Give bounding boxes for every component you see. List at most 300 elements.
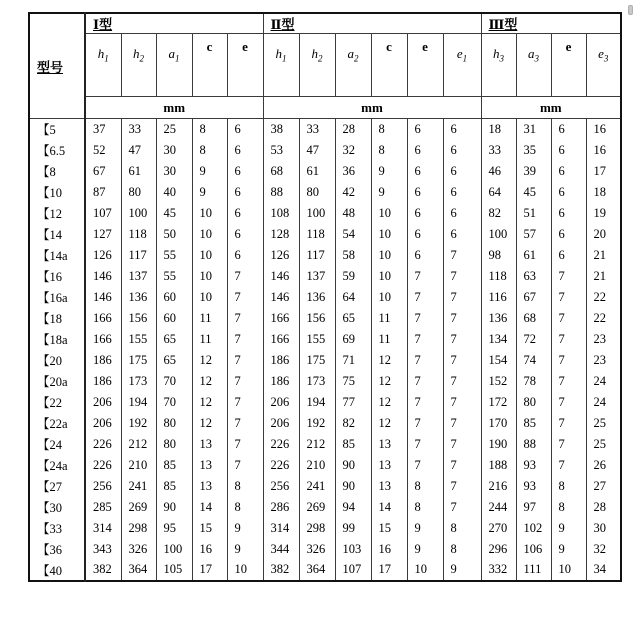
value-cell: 170 [481,413,516,434]
value-cell: 7 [443,455,481,476]
value-cell: 117 [299,245,335,266]
value-cell: 270 [481,518,516,539]
value-cell: 51 [516,203,551,224]
value-cell: 152 [481,371,516,392]
value-cell: 70 [156,392,192,413]
value-cell: 186 [85,350,121,371]
value-cell: 10 [371,224,407,245]
value-cell: 7 [407,455,443,476]
model-cell: 【6.5 [29,140,85,161]
model-cell: 【33 [29,518,85,539]
value-cell: 9 [407,518,443,539]
col-header-e-type1: e [227,34,263,97]
value-cell: 286 [263,497,299,518]
value-cell: 7 [407,287,443,308]
value-cell: 6 [551,245,586,266]
var-symbol: $h_2$ [133,46,144,64]
value-cell: 7 [551,371,586,392]
var-symbol: $a_1$ [168,46,180,64]
value-cell: 22 [586,308,621,329]
value-cell: 8 [227,476,263,497]
value-cell: 241 [121,476,156,497]
table-row [29,161,621,182]
value-cell: 20 [586,224,621,245]
value-cell: 210 [121,455,156,476]
value-cell: 6 [443,203,481,224]
value-cell: 31 [516,119,551,140]
value-cell: 9 [551,539,586,560]
value-cell: 103 [335,539,371,560]
value-cell: 7 [551,455,586,476]
value-cell: 75 [335,371,371,392]
col-header-c-type1: c [192,34,227,97]
value-cell: 6 [443,119,481,140]
value-cell: 107 [85,203,121,224]
value-cell: 7 [407,350,443,371]
value-cell: 88 [516,434,551,455]
value-cell: 9 [371,182,407,203]
value-cell: 8 [407,497,443,518]
value-cell: 40 [156,182,192,203]
value-cell: 102 [516,518,551,539]
value-cell: 298 [121,518,156,539]
value-cell: 64 [335,287,371,308]
value-cell: 6 [227,224,263,245]
value-cell: 7 [407,266,443,287]
model-cell: 【27 [29,476,85,497]
value-cell: 15 [371,518,407,539]
value-cell: 175 [299,350,335,371]
value-cell: 100 [121,203,156,224]
model-column-header: 型号 [29,13,85,119]
table-row [29,455,621,476]
value-cell: 82 [481,203,516,224]
value-cell: 146 [85,287,121,308]
value-cell: 10 [371,203,407,224]
value-cell: 6 [227,161,263,182]
value-cell: 36 [335,161,371,182]
value-cell: 7 [227,413,263,434]
value-cell: 37 [85,119,121,140]
value-cell: 6 [443,161,481,182]
value-cell: 10 [407,560,443,581]
value-cell: 28 [586,497,621,518]
value-cell: 8 [227,497,263,518]
model-cell: 【18 [29,308,85,329]
value-cell: 78 [516,371,551,392]
value-cell: 85 [156,455,192,476]
value-cell: 6 [407,140,443,161]
value-cell: 11 [371,308,407,329]
group-header-type1: Ⅰ型 [85,13,263,34]
table-row [29,518,621,539]
value-cell: 7 [227,455,263,476]
value-cell: 21 [586,266,621,287]
table-row [29,266,621,287]
value-cell: 9 [227,539,263,560]
value-cell: 15 [192,518,227,539]
scrollbar-thumb[interactable] [628,5,633,15]
col-header-h2-type2 [299,34,335,97]
value-cell: 192 [121,413,156,434]
value-cell: 34 [586,560,621,581]
value-cell: 10 [371,287,407,308]
value-cell: 6 [227,140,263,161]
value-cell: 60 [156,308,192,329]
value-cell: 6 [407,203,443,224]
value-cell: 116 [481,287,516,308]
value-cell: 10 [192,245,227,266]
value-cell: 154 [481,350,516,371]
value-cell: 256 [263,476,299,497]
value-cell: 226 [263,455,299,476]
value-cell: 12 [371,371,407,392]
value-cell: 105 [156,560,192,581]
value-cell: 13 [192,434,227,455]
value-cell: 61 [516,245,551,266]
value-cell: 7 [443,392,481,413]
value-cell: 6 [407,224,443,245]
value-cell: 7 [407,413,443,434]
unit-label-type2: mm [263,97,481,119]
value-cell: 7 [551,413,586,434]
value-cell: 206 [85,392,121,413]
value-cell: 118 [299,224,335,245]
value-cell: 7 [407,371,443,392]
value-cell: 210 [299,455,335,476]
value-cell: 25 [586,413,621,434]
value-cell: 6 [227,203,263,224]
var-symbol: $e_1$ [456,46,468,64]
model-cell: 【36 [29,539,85,560]
value-cell: 173 [299,371,335,392]
table-row [29,203,621,224]
value-cell: 93 [516,476,551,497]
table-row [29,182,621,203]
value-cell: 68 [263,161,299,182]
value-cell: 90 [335,476,371,497]
value-cell: 364 [299,560,335,581]
col-header-e1-type2 [443,34,481,97]
value-cell: 8 [443,539,481,560]
model-cell: 【40 [29,560,85,581]
model-cell: 【16a [29,287,85,308]
value-cell: 30 [586,518,621,539]
value-cell: 166 [263,308,299,329]
col-header-a1-type1 [156,34,192,97]
value-cell: 87 [85,182,121,203]
col-header-a2-type2 [335,34,371,97]
value-cell: 6 [227,245,263,266]
col-header-a3-type3 [516,34,551,97]
value-cell: 38 [263,119,299,140]
value-cell: 6 [551,203,586,224]
model-cell: 【10 [29,182,85,203]
value-cell: 30 [156,140,192,161]
value-cell: 194 [299,392,335,413]
value-cell: 244 [481,497,516,518]
value-cell: 53 [263,140,299,161]
value-cell: 8 [551,497,586,518]
value-cell: 46 [481,161,516,182]
value-cell: 98 [481,245,516,266]
value-cell: 216 [481,476,516,497]
value-cell: 80 [516,392,551,413]
value-cell: 166 [263,329,299,350]
table-row [29,287,621,308]
value-cell: 12 [192,350,227,371]
value-cell: 85 [516,413,551,434]
value-cell: 7 [227,434,263,455]
value-cell: 343 [85,539,121,560]
value-cell: 7 [407,308,443,329]
value-cell: 6 [551,224,586,245]
var-symbol: $h_3$ [493,46,505,64]
value-cell: 326 [121,539,156,560]
value-cell: 6 [407,182,443,203]
value-cell: 8 [551,476,586,497]
value-cell: 186 [263,350,299,371]
value-cell: 314 [85,518,121,539]
var-symbol: $h_1$ [275,46,287,64]
value-cell: 9 [407,539,443,560]
value-cell: 7 [227,308,263,329]
value-cell: 48 [335,203,371,224]
value-cell: 70 [156,371,192,392]
col-header-e3-type3 [586,34,621,97]
unit-label-type1: mm [85,97,263,119]
value-cell: 155 [121,329,156,350]
value-cell: 12 [192,371,227,392]
value-cell: 54 [335,224,371,245]
value-cell: 137 [299,266,335,287]
value-cell: 382 [263,560,299,581]
value-cell: 85 [156,476,192,497]
value-cell: 108 [263,203,299,224]
value-cell: 80 [156,434,192,455]
var-symbol: $h_1$ [97,46,109,64]
value-cell: 7 [443,245,481,266]
value-cell: 13 [192,476,227,497]
value-cell: 7 [227,350,263,371]
value-cell: 296 [481,539,516,560]
value-cell: 12 [192,392,227,413]
value-cell: 12 [371,350,407,371]
value-cell: 12 [371,413,407,434]
value-cell: 32 [335,140,371,161]
header-variable-row [29,34,621,97]
value-cell: 364 [121,560,156,581]
value-cell: 9 [371,161,407,182]
value-cell: 8 [192,119,227,140]
value-cell: 69 [335,329,371,350]
value-cell: 7 [551,266,586,287]
value-cell: 33 [299,119,335,140]
value-cell: 7 [551,392,586,413]
value-cell: 7 [407,329,443,350]
model-cell: 【16 [29,266,85,287]
value-cell: 6 [227,182,263,203]
col-header-e-type3: e [551,34,586,97]
value-cell: 7 [443,308,481,329]
value-cell: 206 [263,413,299,434]
value-cell: 90 [156,497,192,518]
value-cell: 88 [263,182,299,203]
model-cell: 【20a [29,371,85,392]
value-cell: 7 [551,308,586,329]
group-header-type2: Ⅱ型 [263,13,481,34]
col-header-c-type2: c [371,34,407,97]
value-cell: 16 [586,140,621,161]
value-cell: 9 [551,518,586,539]
value-cell: 59 [335,266,371,287]
value-cell: 206 [85,413,121,434]
value-cell: 6 [551,140,586,161]
value-cell: 136 [121,287,156,308]
value-cell: 156 [121,308,156,329]
value-cell: 6 [551,182,586,203]
value-cell: 7 [443,287,481,308]
value-cell: 206 [263,392,299,413]
value-cell: 12 [192,413,227,434]
value-cell: 11 [371,329,407,350]
value-cell: 65 [156,350,192,371]
value-cell: 382 [85,560,121,581]
value-cell: 7 [551,350,586,371]
value-cell: 166 [85,308,121,329]
value-cell: 67 [516,287,551,308]
value-cell: 136 [481,308,516,329]
value-cell: 19 [586,203,621,224]
value-cell: 10 [192,203,227,224]
spec-table [28,12,622,582]
value-cell: 7 [443,413,481,434]
value-cell: 33 [121,119,156,140]
value-cell: 93 [516,455,551,476]
model-cell: 【5 [29,119,85,140]
value-cell: 10 [192,224,227,245]
model-cell: 【22 [29,392,85,413]
value-cell: 65 [156,329,192,350]
value-cell: 13 [371,455,407,476]
table-row [29,371,621,392]
model-cell: 【24 [29,434,85,455]
table-row [29,119,621,140]
value-cell: 212 [121,434,156,455]
table-row [29,497,621,518]
value-cell: 64 [481,182,516,203]
value-cell: 13 [371,434,407,455]
value-cell: 32 [586,539,621,560]
spec-table-container [28,12,622,582]
value-cell: 7 [407,434,443,455]
model-cell: 【22a [29,413,85,434]
value-cell: 7 [443,434,481,455]
value-cell: 10 [371,245,407,266]
value-cell: 7 [551,287,586,308]
value-cell: 314 [263,518,299,539]
value-cell: 7 [407,392,443,413]
value-cell: 97 [516,497,551,518]
value-cell: 47 [121,140,156,161]
value-cell: 55 [156,266,192,287]
value-cell: 12 [371,392,407,413]
value-cell: 7 [227,371,263,392]
value-cell: 285 [85,497,121,518]
value-cell: 146 [263,266,299,287]
value-cell: 241 [299,476,335,497]
value-cell: 6 [227,119,263,140]
value-cell: 155 [299,329,335,350]
value-cell: 7 [443,329,481,350]
value-cell: 13 [371,476,407,497]
value-cell: 47 [299,140,335,161]
value-cell: 146 [263,287,299,308]
value-cell: 226 [85,434,121,455]
value-cell: 6 [443,182,481,203]
value-cell: 146 [85,266,121,287]
value-cell: 52 [85,140,121,161]
value-cell: 7 [443,371,481,392]
value-cell: 27 [586,476,621,497]
value-cell: 68 [516,308,551,329]
value-cell: 45 [156,203,192,224]
unit-label-type3: mm [481,97,621,119]
value-cell: 137 [121,266,156,287]
value-cell: 82 [335,413,371,434]
unit-row [29,97,621,119]
table-row [29,140,621,161]
value-cell: 6 [407,161,443,182]
value-cell: 118 [481,266,516,287]
value-cell: 11 [192,308,227,329]
value-cell: 45 [516,182,551,203]
value-cell: 9 [227,518,263,539]
value-cell: 95 [156,518,192,539]
value-cell: 100 [299,203,335,224]
value-cell: 269 [299,497,335,518]
value-cell: 10 [371,266,407,287]
value-cell: 50 [156,224,192,245]
table-row [29,476,621,497]
value-cell: 18 [481,119,516,140]
value-cell: 128 [263,224,299,245]
value-cell: 6 [551,119,586,140]
value-cell: 7 [227,392,263,413]
value-cell: 173 [121,371,156,392]
value-cell: 100 [481,224,516,245]
value-cell: 8 [371,140,407,161]
value-cell: 22 [586,287,621,308]
col-header-h1-type2 [263,34,299,97]
value-cell: 17 [192,560,227,581]
table-row [29,392,621,413]
value-cell: 17 [371,560,407,581]
value-cell: 11 [192,329,227,350]
model-cell: 【18a [29,329,85,350]
value-cell: 25 [586,434,621,455]
table-row [29,245,621,266]
col-header-h3-type3 [481,34,516,97]
value-cell: 72 [516,329,551,350]
value-cell: 39 [516,161,551,182]
value-cell: 212 [299,434,335,455]
value-cell: 80 [299,182,335,203]
value-cell: 61 [299,161,335,182]
group-header-type3: Ⅲ型 [481,13,621,34]
value-cell: 18 [586,182,621,203]
value-cell: 186 [85,371,121,392]
